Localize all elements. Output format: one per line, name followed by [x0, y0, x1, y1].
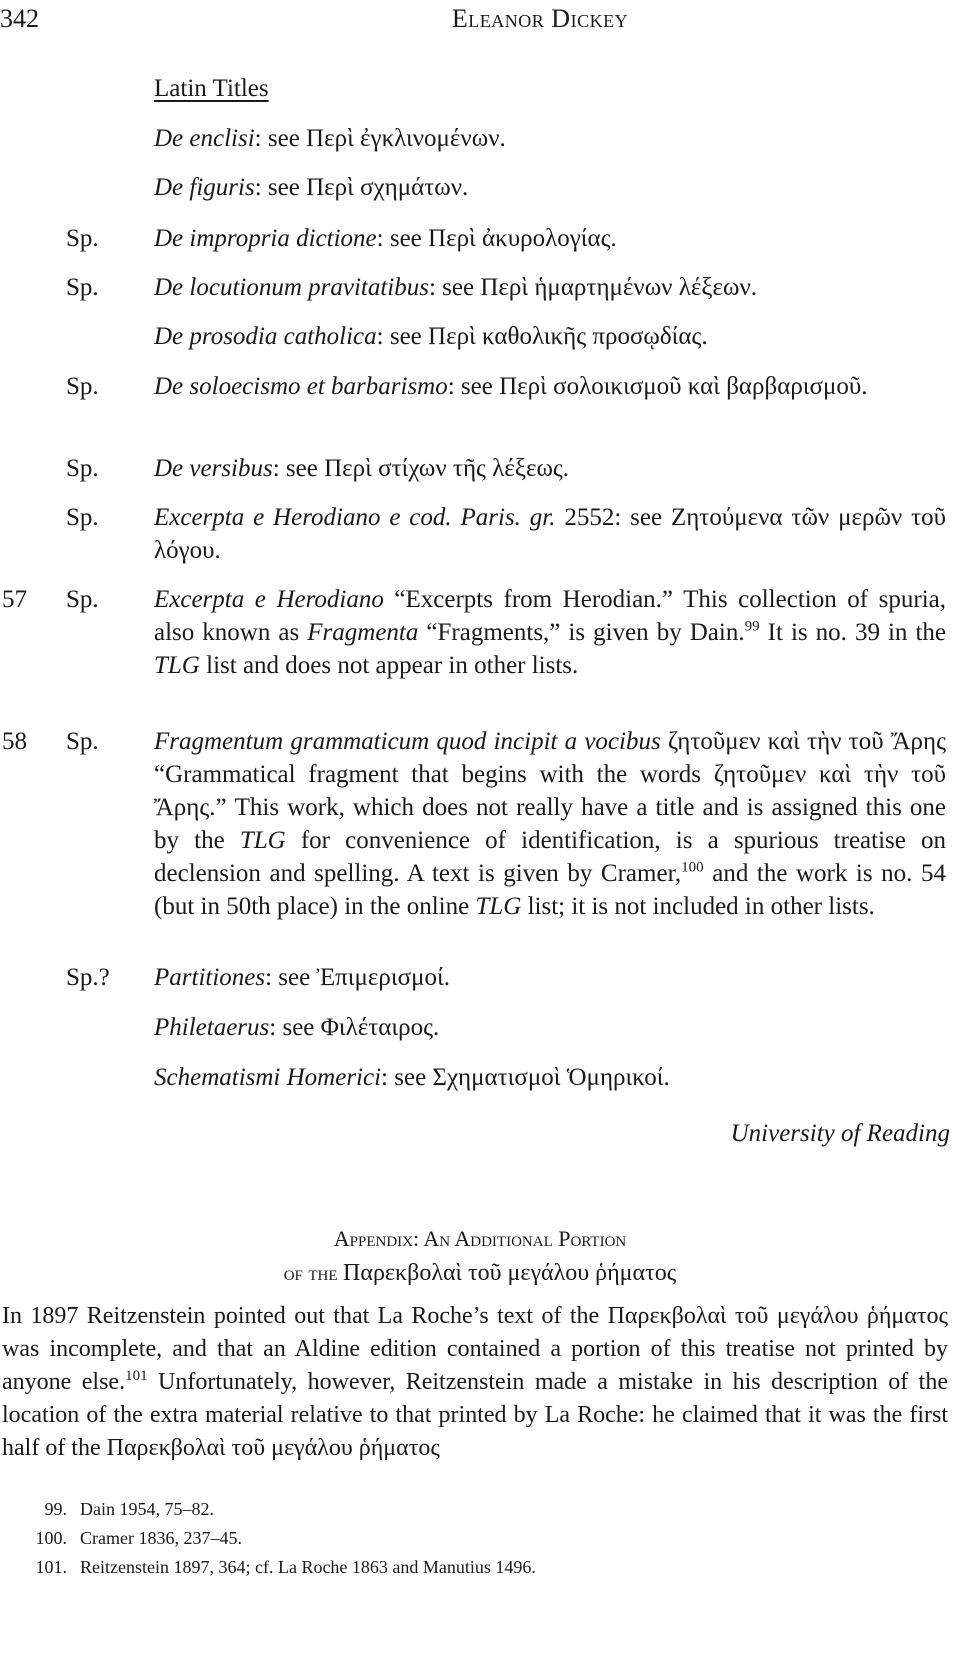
entry-text: and the work is no. 54 (but in 50th place) in the online — [154, 860, 946, 920]
footnote-ref[interactable]: 101 — [125, 1368, 148, 1384]
entry-title: Excerpta e Herodiano — [154, 586, 384, 613]
spuria-mark: Sp. — [66, 274, 99, 301]
footnote-number: 99. — [44, 1499, 67, 1519]
running-head: Eleanor Dickey — [451, 4, 629, 33]
footnote — [0, 1524, 960, 1553]
entry-text: : see Σχηματισμοὶ Ὁμηρικοί. — [381, 1064, 670, 1091]
entry-content — [154, 583, 946, 682]
entry-content — [154, 271, 946, 304]
entry-content — [154, 725, 946, 923]
entry-text: for convenience of identification, is a spurious treatise on declension and spelling. A text is given by Cramer, — [154, 827, 946, 887]
entry-text: : see Ἐπιμερισμοί. — [265, 964, 450, 991]
spuria-mark: Sp. — [66, 455, 99, 482]
entry-number: 58 — [2, 728, 27, 755]
page-header — [0, 4, 960, 38]
footnotes — [0, 1495, 960, 1582]
footnote-text: Cramer 1836, 237–45. — [80, 1528, 242, 1548]
entry-title: De prosodia catholica — [154, 323, 377, 350]
entry-content — [154, 320, 946, 353]
footnote — [0, 1553, 960, 1582]
section-heading: Latin Titles — [154, 75, 269, 102]
entry-text: : see Περὶ ἀκυρολογίας. — [376, 225, 617, 252]
entry-title: De locutionum pravitatibus — [154, 274, 429, 301]
entry-title: Fragmentum grammaticum quod incipit a vocibus — [154, 728, 661, 755]
author-affiliation: University of Reading — [730, 1120, 950, 1147]
appendix-title — [0, 1222, 960, 1290]
entry-text: : see Φιλέταιρος. — [269, 1014, 440, 1041]
appendix-text: In 1897 Reitzenstein pointed out that La Roche’s text of the Παρεκβολαὶ τοῦ μεγάλου ῥήματος was incomplete, and that an Aldine edition contained a portion of this treatise not printed by anyone else. — [2, 1303, 948, 1395]
appendix-body — [2, 1300, 948, 1465]
entry-text: ζητοῦμεν καὶ τὴν τοῦ Ἄρης “Grammatical fragment that begins with the words ζητοῦμεν καὶ τὴν τοῦ Ἄρης.” This work, which does not really have a title and is assigned this one by the — [154, 728, 947, 854]
appendix-title-line1: Appendix: An Additional Portion — [333, 1226, 627, 1251]
spuria-mark: Sp. — [66, 728, 99, 755]
entry-italic: TLG — [154, 652, 200, 679]
footnote-number: 100. — [35, 1528, 67, 1548]
spuria-mark: Sp. — [66, 504, 99, 531]
footnote-text: Dain 1954, 75–82. — [80, 1499, 214, 1519]
entry-title: De enclisi — [154, 125, 255, 152]
entry-text: : see Περὶ σχημάτων. — [254, 174, 469, 201]
appendix-text: Unfortunately, however, Reitzenstein made a mistake in his description of the location of the extra material relative to that printed by La Roche: he claimed that it was the first half of the Παρεκβολαὶ τοῦ μεγάλου ῥήματος — [2, 1369, 949, 1461]
page-number: 342 — [0, 4, 39, 33]
entry-content — [154, 222, 946, 255]
entry-title: Philetaerus — [154, 1014, 270, 1041]
spuria-mark: Sp. — [66, 225, 99, 252]
entry-italic: Fragmenta — [307, 619, 419, 646]
entry-content — [154, 122, 946, 155]
appendix-title-line2 — [0, 1256, 960, 1290]
entry-text: : see Περὶ ἡμαρτημένων λέξεων. — [428, 274, 758, 301]
appendix-title-prefix: of the — [283, 1260, 338, 1285]
entry-text: 2552: see Ζητούμενα τῶν μερῶν τοῦ λόγου. — [154, 504, 946, 564]
entry-content — [154, 501, 946, 567]
spuria-mark: Sp. — [66, 586, 99, 613]
entry-text: : see Περὶ καθολικῆς προσῳδίας. — [376, 323, 708, 350]
entry-text: : see Περὶ ἐγκλινομένων. — [254, 125, 506, 152]
spuria-mark: Sp.? — [66, 964, 110, 991]
footnote-ref[interactable]: 100 — [681, 859, 704, 876]
entry-content — [154, 961, 946, 994]
entry-title: De figuris — [154, 174, 255, 201]
entry-title: Partitiones — [154, 964, 266, 991]
entry-title: De impropria dictione — [154, 225, 377, 252]
entry-italic: TLG — [475, 893, 522, 920]
entry-italic: TLG — [239, 827, 286, 854]
appendix-title-greek: Παρεκβολαὶ τοῦ μεγάλου ῥήματος — [343, 1260, 677, 1286]
footnote-ref[interactable]: 99 — [744, 618, 760, 635]
spuria-mark: Sp. — [66, 373, 99, 400]
entry-content — [154, 171, 946, 204]
footnote-number: 101. — [35, 1557, 67, 1577]
entry-text: It is no. 39 in the — [759, 619, 947, 646]
entry-title: De versibus — [154, 455, 273, 482]
entry-content — [154, 370, 946, 403]
entry-content — [154, 1061, 946, 1094]
entry-text: : see Περὶ σολοικισμοῦ καὶ βαρβαρισμοῦ. — [447, 373, 868, 400]
entry-text: : see Περὶ στίχων τῆς λέξεως. — [272, 455, 570, 482]
entry-text: “Excerpts from Herodian.” This collection of spuria, also known as — [154, 586, 946, 646]
entry-number: 57 — [2, 586, 27, 613]
entry-title: De soloecismo et barbarismo — [154, 373, 448, 400]
entry-text: list; it is not included in other lists. — [521, 893, 875, 920]
entry-title: Excerpta e Herodiano e cod. Paris. gr. — [154, 504, 556, 531]
entry-content — [154, 452, 946, 485]
entry-text: list and does not appear in other lists. — [199, 652, 579, 679]
entry-text: “Fragments,” is given by Dain. — [418, 619, 745, 646]
footnote-text: Reitzenstein 1897, 364; cf. La Roche 1863 and Manutius 1496. — [80, 1557, 536, 1577]
entry-content — [154, 1011, 946, 1044]
footnote — [0, 1495, 960, 1524]
entry-title: Schematismi Homerici — [154, 1064, 382, 1091]
